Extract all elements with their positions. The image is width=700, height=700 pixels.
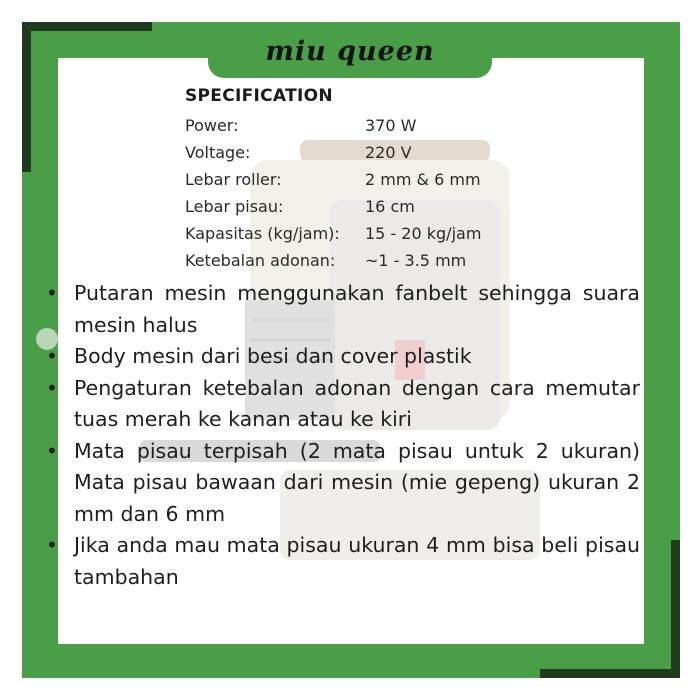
spec-row: [185, 112, 481, 139]
spec-row: [185, 193, 481, 220]
spec-row: [185, 247, 481, 274]
feature-text: Putaran mesin menggunakan fanbelt sehingga suara mesin halus: [74, 281, 640, 337]
feature-item: [40, 436, 640, 531]
spec-row: [185, 220, 481, 247]
feature-text: Body mesin dari besi dan cover plastik: [74, 344, 472, 368]
spec-label: Kapasitas (kg/jam):: [185, 224, 340, 243]
brand-banner: [208, 24, 492, 78]
bullet-icon: •: [46, 438, 58, 463]
bullet-icon: •: [46, 281, 58, 305]
spec-label: Lebar pisau:: [185, 197, 284, 216]
spec-row: [185, 139, 481, 166]
feature-item: [40, 530, 640, 593]
spec-row: [185, 166, 481, 193]
bullet-icon: •: [46, 533, 58, 557]
feature-item: [40, 373, 640, 436]
spec-label: Lebar roller:: [185, 170, 282, 189]
spec-label: Voltage:: [185, 143, 251, 162]
spec-value: 220 V: [365, 143, 412, 162]
spec-value: 370 W: [365, 116, 417, 135]
spec-label: Ketebalan adonan:: [185, 251, 336, 270]
feature-text: Mata pisau terpisah (2 mata pisau untuk 2 ukuran) Mata pisau bawaan dari mesin (mie gepeng) ukuran 2 mm dan 6 mm: [74, 438, 640, 526]
bullet-icon: •: [46, 344, 58, 368]
spec-value: 16 cm: [365, 197, 415, 216]
brand-name: miu queen: [265, 35, 435, 67]
feature-text: Jika anda mau mata pisau ukuran 4 mm bisa beli pisau tambahan: [74, 533, 640, 589]
spec-value: 2 mm & 6 mm: [365, 170, 481, 189]
spec-title: SPECIFICATION: [185, 86, 333, 106]
spec-value: ~1 - 3.5 mm: [365, 251, 467, 270]
spec-value: 15 - 20 kg/jam: [365, 224, 482, 243]
spec-label: Power:: [185, 116, 239, 135]
feature-item: [40, 278, 640, 341]
feature-list: [40, 278, 640, 593]
feature-text: Pengaturan ketebalan adonan dengan cara memutar tuas merah ke kanan atau ke kiri: [74, 375, 640, 431]
spec-table: [185, 112, 481, 274]
feature-item: [40, 341, 640, 373]
bullet-icon: •: [46, 375, 58, 400]
